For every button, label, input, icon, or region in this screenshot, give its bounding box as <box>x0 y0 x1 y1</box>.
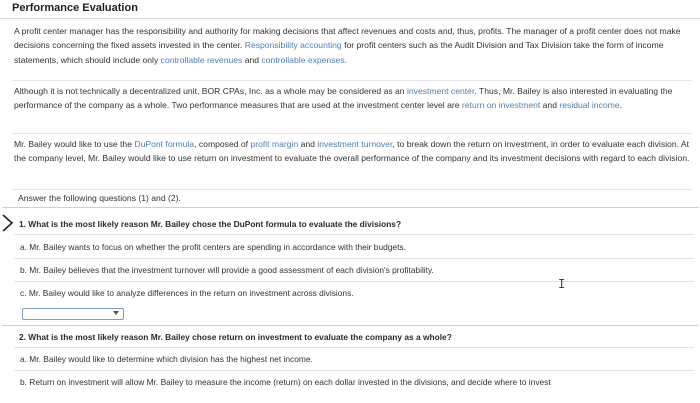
page-title: Performance Evaluation <box>12 2 138 14</box>
text: for profit centers such as the Audit Division and Tax Division take the form of income statements, which should include only <box>14 40 664 65</box>
text: , to break down the return on investment, in order to evaluate each division. At the company level, Mr. Bailey would like to use return on investment to evaluate the overall performance of the company and its investment decisions with regard to each division. <box>14 139 690 164</box>
text: . <box>619 100 622 111</box>
chevron-right-icon[interactable] <box>0 214 14 232</box>
text: and <box>298 139 318 149</box>
text: A profit center manager has the responsibility and authority for making decisions that affect revenues and costs and, thus, profits. The manager of a profit center does not make decisions concerning the fixed assets invested in the center. <box>14 26 681 51</box>
question-2-option-b: b. Return on investment will allow Mr. Bailey to measure the income (return) on each dollar invested in the divisions, and decide where to invest <box>20 377 551 387</box>
term-controllable-revenues: controllable revenues <box>160 54 243 65</box>
option-divider <box>14 281 694 282</box>
question-2-text: 2. What is the most likely reason Mr. Bailey chose return on investment to evaluate the company as a whole? <box>19 332 452 342</box>
chevron-down-icon <box>113 311 119 315</box>
paragraph-investment-center <box>14 84 690 113</box>
question-1-text: 1. What is the most likely reason Mr. Bailey chose the DuPont formula to evaluate the divisions? <box>19 219 402 229</box>
question-1-option-c: c. Mr. Bailey would like to analyze differences in the return on investment across divisions. <box>20 288 354 298</box>
term-return-on-investment: return on investment <box>461 100 541 111</box>
term-dupont-formula: DuPont formula <box>134 139 195 149</box>
question-2-option-a: a. Mr. Bailey would like to determine which division has the highest net income. <box>20 354 313 364</box>
question-1-option-b: b. Mr. Bailey believes that the investment turnover will provide a good assessment of each division's profitability. <box>20 265 434 275</box>
option-divider <box>14 258 694 259</box>
term-investment-turnover: investment turnover <box>317 139 393 149</box>
paragraph-divider <box>12 80 692 81</box>
text: . <box>344 54 348 65</box>
answer-prompt: Answer the following questions (1) and (2). <box>18 193 181 203</box>
term-responsibility-accounting: Responsibility accounting <box>244 40 342 51</box>
paragraph-divider <box>12 133 692 134</box>
option-divider <box>14 234 694 235</box>
term-profit-margin: profit margin <box>250 139 299 149</box>
option-divider <box>14 347 694 348</box>
text: Although it is not technically a decentralized unit, BOR CPAs, Inc. as a whole may be considered as an <box>14 86 407 96</box>
question-1-option-a: a. Mr. Bailey wants to focus on whether the profit centers are spending in accordance with their budgets. <box>20 242 406 252</box>
paragraph-profit-center <box>14 24 690 67</box>
text: and <box>242 54 262 65</box>
paragraph-dupont <box>14 137 690 166</box>
option-divider <box>14 370 694 371</box>
term-investment-center: investment center <box>406 86 475 96</box>
text: . Thus, Mr. Bailey is also interested in evaluating the performance of the company as a whole. Two performance measures that are used at the investment center level are <box>14 86 673 111</box>
text-cursor-icon: I <box>558 277 566 291</box>
text: , composed of <box>194 139 251 149</box>
text: Mr. Bailey would like to use the <box>14 139 135 149</box>
paragraph-divider <box>12 189 692 190</box>
term-controllable-expenses: controllable expenses <box>261 54 345 65</box>
title-divider <box>0 18 700 19</box>
term-residual-income: residual income <box>559 100 620 111</box>
text: and <box>540 100 560 111</box>
question-1-answer-select[interactable] <box>22 308 124 320</box>
